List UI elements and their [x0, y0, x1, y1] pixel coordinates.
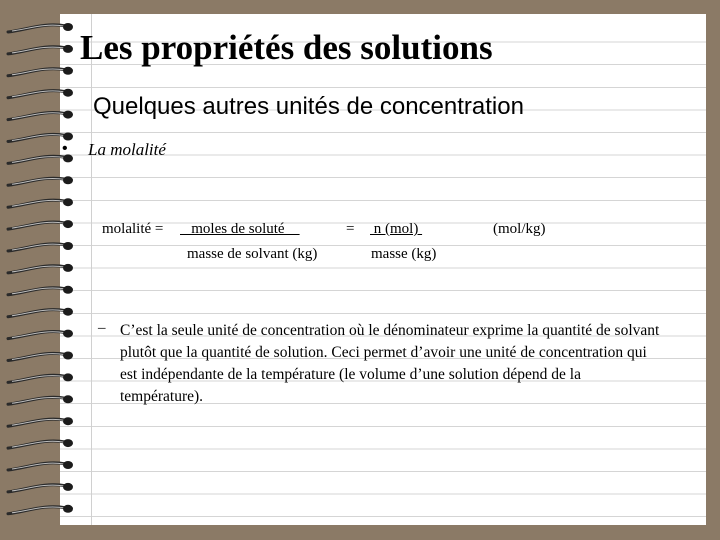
slide-subtitle: Quelques autres unités de concentration — [93, 93, 524, 120]
formula-equals: = — [346, 221, 355, 237]
spiral-coil — [8, 330, 73, 339]
spiral-coil — [8, 198, 73, 207]
bullet-symbol: • — [62, 140, 68, 157]
spiral-coil — [8, 505, 73, 514]
note-dash: – — [98, 320, 106, 336]
spiral-coil — [8, 242, 73, 251]
note-paragraph: C’est la seule unité de concentration où le dénominateur exprime la quantité de solvant plutôt que la quantité de solution. Ceci permet d’avoir une unité de concentration qui est indépendante de la température (le volume d’une solution dépend de la température). — [120, 322, 660, 405]
formula-unit: (mol/kg) — [493, 221, 546, 237]
formula-numerator-2: n (mol) — [370, 221, 423, 237]
spiral-coil — [8, 111, 73, 120]
spiral-coil — [8, 23, 73, 32]
spiral-coil — [8, 286, 73, 295]
formula-denominator: masse de solvant (kg) — [187, 246, 318, 262]
spiral-coil — [8, 439, 73, 448]
spiral-coil — [8, 176, 73, 185]
spiral-coil — [8, 89, 73, 98]
spiral-coil — [8, 220, 73, 229]
spiral-coil — [8, 67, 73, 76]
formula-denominator-2: masse (kg) — [371, 246, 437, 262]
notebook-paper — [60, 14, 706, 525]
spiral-coil — [8, 395, 73, 404]
spiral-binding — [4, 18, 84, 528]
bullet-text: La molalité — [88, 140, 166, 159]
spiral-coil — [8, 417, 73, 426]
margin-line — [91, 14, 92, 525]
spiral-coil — [8, 461, 73, 470]
spiral-coil — [8, 483, 73, 492]
formula-lhs: molalité = — [102, 221, 164, 237]
spiral-coil — [8, 373, 73, 382]
spiral-coil — [8, 352, 73, 361]
spiral-coil — [8, 45, 73, 54]
spiral-coil — [8, 264, 73, 273]
formula-numerator: moles de soluté — [180, 221, 300, 237]
slide-title: Les propriétés des solutions — [80, 28, 493, 67]
spiral-coil — [8, 308, 73, 317]
